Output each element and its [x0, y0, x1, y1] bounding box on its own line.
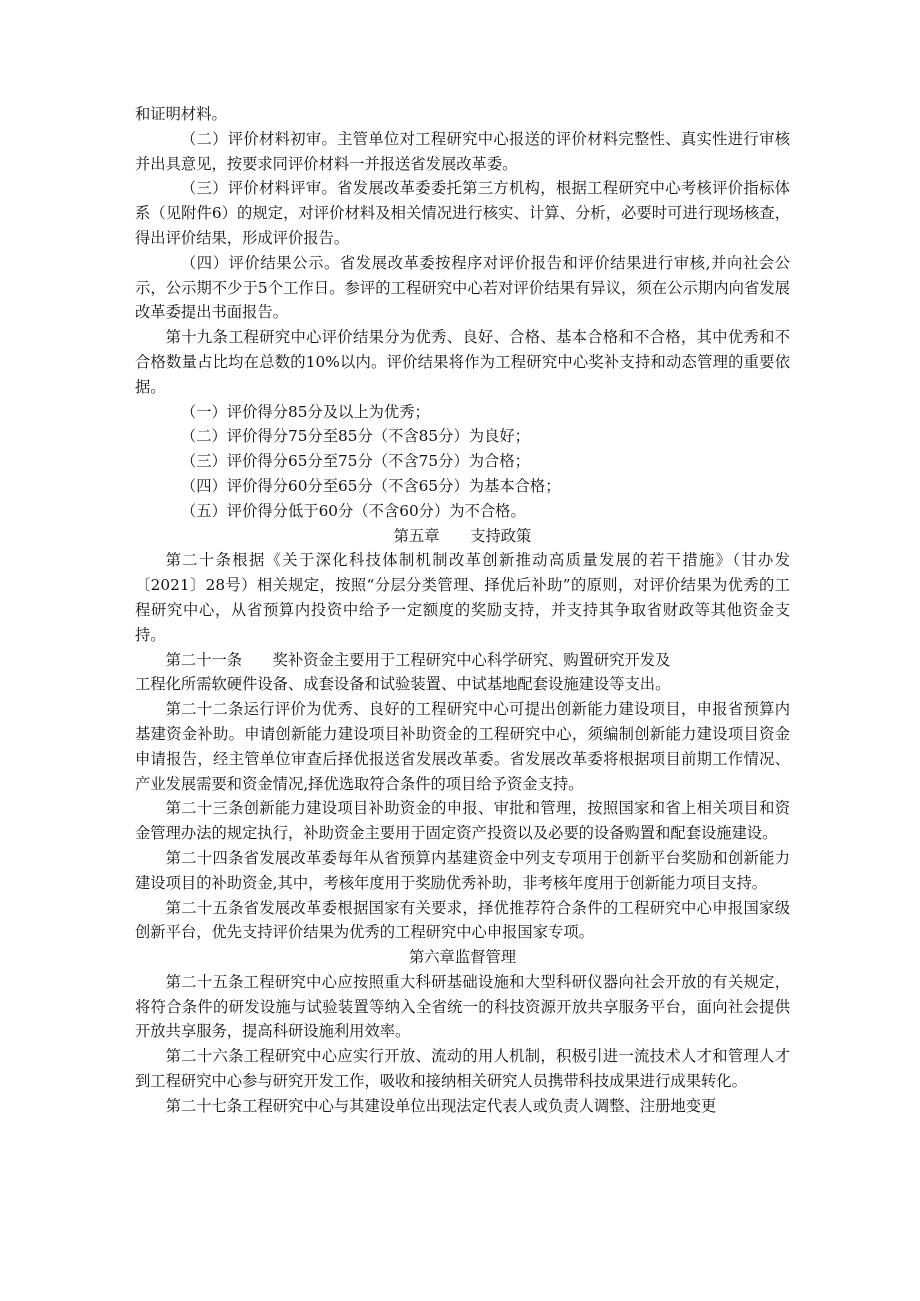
paragraph: 第二十六条工程研究中心应实行开放、流动的用人机制，积极引进一流技术人才和管理人才到工程研究中心参与研究开发工作，吸收和接纳相关研究人员携带科技成果进行成果转化。: [135, 1047, 790, 1091]
paragraph: 第二十二条运行评价为优秀、良好的工程研究中心可提出创新能力建设项目，申报省预算内基建资金补助。申请创新能力建设项目补助资金的工程研究中心，须编制创新能力建设项目资金申请报告，经主管单位审查后择优报送省发展改革委。省发展改革委将根据项目前期工作情况、产业发展需要和资金情况,择优选取符合条件的项目给予资金支持。: [135, 700, 790, 793]
paragraph: （四）评价结果公示。省发展改革委按程序对评价报告和评价结果进行审核,并向社会公示，公示期不少于5个工作日。参评的工程研究中心若对评价结果有异议，须在公示期内向省发展改革委提出书面报告。: [135, 253, 790, 322]
chapter-heading: 第五章 支持政策: [393, 526, 532, 545]
paragraph: （四）评价得分60分至65分（不含65分）为基本合格；: [180, 476, 561, 495]
paragraph: 第二十三条创新能力建设项目补助资金的申报、审批和管理，按照国家和省上相关项目和资金管理办法的规定执行，补助资金主要用于固定资产投资以及必要的设备购置和配套设施建设。: [135, 799, 790, 843]
paragraph: （二）评价材料初审。主管单位对工程研究中心报送的评价材料完整性、真实性进行审核并出具意见，按要求同评价材料一并报送省发展改革委。: [135, 129, 790, 173]
chapter-heading: 第六章监督管理: [408, 948, 517, 967]
paragraph: （一）评价得分85分及以上为优秀；: [180, 402, 430, 421]
paragraph: （三）评价材料评审。省发展改革委委托第三方机构，根据工程研究中心考核评价指标体系（见附件6）的规定，对评价材料及相关情况进行核实、计算、分析，必要时可进行现场核查，得出评价结果，形成评价报告。: [135, 179, 790, 247]
paragraph: 第十九条工程研究中心评价结果分为优秀、良好、合格、基本合格和不合格，其中优秀和不合格数量占比均在总数的10%以内。评价结果将作为工程研究中心奖补支持和动态管理的重要依据。: [135, 328, 790, 396]
paragraph: 和证明材料。: [135, 105, 227, 123]
paragraph: 工程化所需软硬件设备、成套设备和试验装置、中试基地配套设施建设等支出。: [135, 675, 671, 694]
paragraph: （二）评价得分75分至85分（不含85分）为良好；: [180, 427, 530, 446]
paragraph: 第二十四条省发展改革委每年从省预算内基建资金中列支专项用于创新平台奖励和创新能力建设项目的补助资金,其中，考核年度用于奖励优秀补助，非考核年度用于创新能力项目支持。: [135, 848, 790, 892]
paragraph: 第二十一条 奖补资金主要用于工程研究中心科学研究、购置研究开发及: [165, 650, 671, 669]
paragraph: 第二十七条工程研究中心与其建设单位出现法定代表人或负责人调整、注册地变更: [165, 1096, 717, 1115]
paragraph: （三）评价得分65分至75分（不含75分）为合格；: [180, 452, 530, 471]
paragraph: 第二十五条工程研究中心应按照重大科研基础设施和大型科研仪器向社会开放的有关规定，将符合条件的研发设施与试验装置等纳入全省统一的科技资源开放共享服务平台，面向社会提供开放共享服务，提高科研设施利用效率。: [135, 972, 790, 1041]
document-body: [135, 102, 790, 1119]
paragraph: 第二十五条省发展改革委根据国家有关要求，择优推荐符合条件的工程研究中心申报国家级创新平台，优先支持评价结果为优秀的工程研究中心申报国家专项。: [135, 898, 790, 942]
paragraph: （五）评价得分低于60分（不含60分）为不合格。: [180, 501, 526, 520]
paragraph: 第二十条根据《关于深化科技体制机制改革创新推动高质量发展的若干措施》（甘办发〔2021〕28号）相关规定，按照“分层分类管理、择优后补助”的原则，对评价结果为优秀的工程研究中心，从省预算内投资中给予一定额度的奖励支持，并支持其争取省财政等其他资金支持。: [135, 551, 790, 644]
